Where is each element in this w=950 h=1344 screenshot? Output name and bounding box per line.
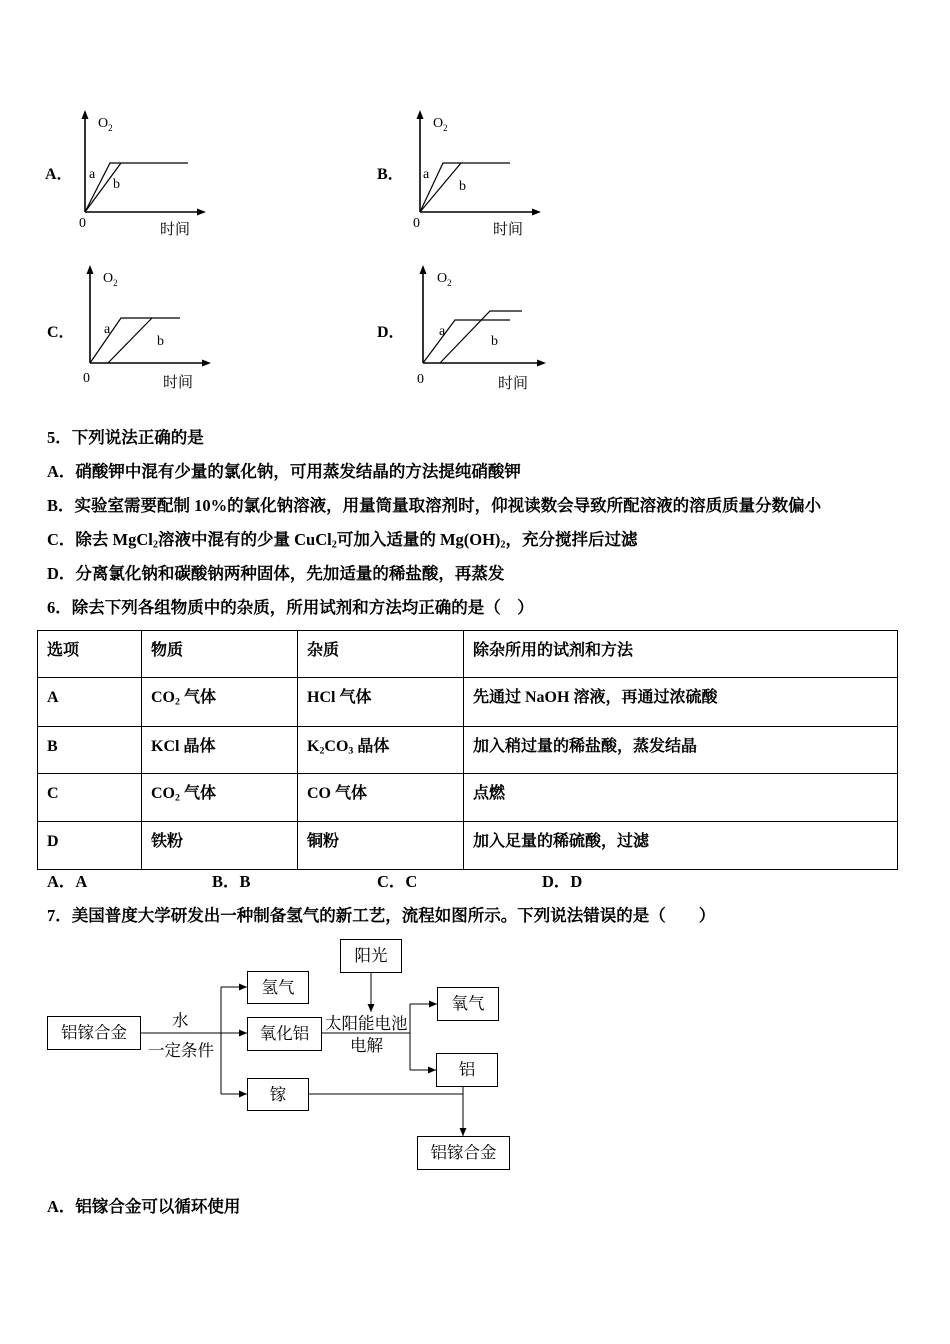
y-axis-label: [98, 116, 113, 133]
option-cell: D: [38, 822, 142, 870]
impurity-cell: CO 气体: [298, 774, 464, 822]
line-a-label: a: [439, 324, 446, 339]
impurity-cell: 铜粉: [298, 822, 464, 870]
box-aluminum: 铝: [436, 1053, 498, 1087]
q6-choice-c: C．C: [377, 872, 418, 891]
y-axis-arrow: [417, 110, 424, 119]
table-row: [38, 774, 898, 822]
line-a: [85, 163, 188, 212]
subscript: 2: [175, 696, 180, 708]
method-cell: 点燃: [464, 774, 898, 822]
text-segment: C．除去 MgCl: [47, 530, 153, 549]
graph-c: [75, 258, 220, 393]
box-hydrogen: 氢气: [247, 971, 309, 1004]
table-header-row: [38, 631, 898, 678]
option-cell: C: [38, 774, 142, 822]
y-label-sub: 2: [447, 278, 452, 288]
box-alloy-output: 铝镓合金: [417, 1136, 510, 1170]
y-label-sub: 2: [113, 278, 118, 288]
substance-cell: [142, 774, 298, 822]
y-label-main: O: [433, 116, 444, 131]
y-axis-label: [433, 116, 448, 133]
graph-a: [70, 105, 215, 240]
subscript: 2: [175, 792, 180, 804]
box-oxygen: 氧气: [437, 987, 499, 1021]
q5-option-b: B．实验室需要配制 10%的氯化钠溶液，用量筒量取溶剂时，仰视读数会导致所配溶液的溶质质量分数偏小: [47, 496, 822, 515]
line-b-label: b: [113, 177, 120, 192]
q5-stem: 5．下列说法正确的是: [47, 428, 204, 447]
q6-stem: 6．除去下列各组物质中的杂质，所用试剂和方法均正确的是（ ）: [47, 598, 534, 617]
box-gallium: 镓: [247, 1078, 309, 1111]
text-segment: CO: [324, 738, 349, 755]
table-row: [38, 678, 898, 727]
header-cell: 杂质: [298, 631, 464, 678]
text-segment: ，充分搅拌后过滤: [505, 530, 638, 549]
q5-option-a: A．硝酸钾中混有少量的氯化钠，可用蒸发结晶的方法提纯硝酸钾: [47, 462, 521, 481]
graph-b: [405, 105, 550, 240]
origin-label: 0: [79, 216, 86, 231]
q7-option-a: A．铝镓合金可以循环使用: [47, 1197, 241, 1216]
text-segment: 气体: [179, 689, 216, 706]
y-label-sub: 2: [443, 123, 448, 133]
impurity-cell: [298, 727, 464, 774]
option-cell: B: [38, 727, 142, 774]
subscript: 2: [319, 745, 325, 757]
y-label-main: O: [437, 271, 448, 286]
line-b-label: b: [491, 334, 498, 349]
y-axis-arrow: [420, 265, 427, 274]
x-axis-arrow: [537, 360, 546, 367]
header-cell: 物质: [142, 631, 298, 678]
box-alumina: 氧化铝: [247, 1017, 322, 1051]
substance-cell: KCl 晶体: [142, 727, 298, 774]
substance-cell: [142, 678, 298, 727]
text-segment: CO: [151, 785, 175, 802]
line-a-label: a: [104, 322, 111, 337]
header-cell: 除杂所用的试剂和方法: [464, 631, 898, 678]
q7-stem: 7．美国普度大学研发出一种制备氢气的新工艺，流程如图所示。下列说法错误的是（ ）: [47, 906, 716, 925]
subscript: 2: [152, 539, 158, 551]
graph-option-d-label: D．: [377, 324, 405, 341]
table-row: [38, 822, 898, 870]
line-b-label: b: [157, 334, 164, 349]
origin-label: 0: [417, 372, 424, 387]
y-label-main: O: [103, 271, 114, 286]
subscript: 2: [331, 539, 337, 551]
x-axis-arrow: [197, 209, 206, 216]
x-axis-arrow: [202, 360, 211, 367]
graph-d: [408, 258, 553, 393]
y-axis-arrow: [87, 265, 94, 274]
condition-certain: 一定条件: [148, 1041, 214, 1060]
line-a-label: a: [89, 167, 96, 182]
header-cell: 选项: [38, 631, 142, 678]
text-segment: 溶液中混有的少量 CuCl: [157, 530, 332, 549]
origin-label: 0: [413, 216, 420, 231]
origin-label: 0: [83, 371, 90, 386]
text-segment: 可加入适量的 Mg(OH): [336, 530, 501, 549]
y-axis-label: [103, 271, 118, 288]
subscript: 3: [348, 745, 354, 757]
y-label-sub: 2: [108, 123, 113, 133]
x-axis-label: 时间: [163, 375, 194, 391]
q6-choice-d: D．D: [542, 872, 583, 891]
method-cell: 加入足量的稀硫酸，过滤: [464, 822, 898, 870]
x-axis-label: 时间: [160, 222, 191, 238]
q5-option-d: D．分离氯化钠和碳酸钠两种固体，先加适量的稀盐酸，再蒸发: [47, 564, 505, 583]
condition-electrolysis: 电解: [350, 1036, 383, 1055]
graph-option-a-label: A．: [45, 166, 73, 183]
condition-water: 水: [172, 1011, 189, 1030]
text-segment: CO: [151, 689, 175, 706]
x-axis-label: 时间: [493, 222, 524, 238]
line-b: [440, 311, 522, 363]
box-sunlight: 阳光: [340, 939, 402, 973]
y-label-main: O: [98, 116, 109, 131]
q6-table: [37, 630, 898, 870]
method-cell: 加入稍过量的稀盐酸，蒸发结晶: [464, 727, 898, 774]
graph-option-c-label: C．: [47, 324, 75, 341]
y-axis-arrow: [82, 110, 89, 119]
q6-choice-a: A．A: [47, 872, 88, 891]
condition-solar-cell: 太阳能电池: [325, 1014, 408, 1033]
line-b-label: b: [459, 179, 466, 194]
q5-option-c: [47, 530, 638, 550]
graph-option-b-label: B．: [377, 166, 404, 183]
method-cell: 先通过 NaOH 溶液，再通过浓硫酸: [464, 678, 898, 727]
table-row: [38, 727, 898, 774]
text-segment: 晶体: [353, 738, 390, 755]
x-axis-label: 时间: [498, 376, 529, 392]
option-cell: A: [38, 678, 142, 727]
q6-choice-b: B．B: [212, 872, 251, 891]
x-axis-arrow: [532, 209, 541, 216]
text-segment: 气体: [179, 785, 216, 802]
impurity-cell: HCl 气体: [298, 678, 464, 727]
y-axis-label: [437, 271, 452, 288]
box-alloy-input: 铝镓合金: [47, 1016, 141, 1050]
text-segment: K: [307, 738, 320, 755]
line-b: [108, 318, 152, 363]
line-a-label: a: [423, 167, 430, 182]
substance-cell: 铁粉: [142, 822, 298, 870]
subscript: 2: [500, 539, 506, 551]
